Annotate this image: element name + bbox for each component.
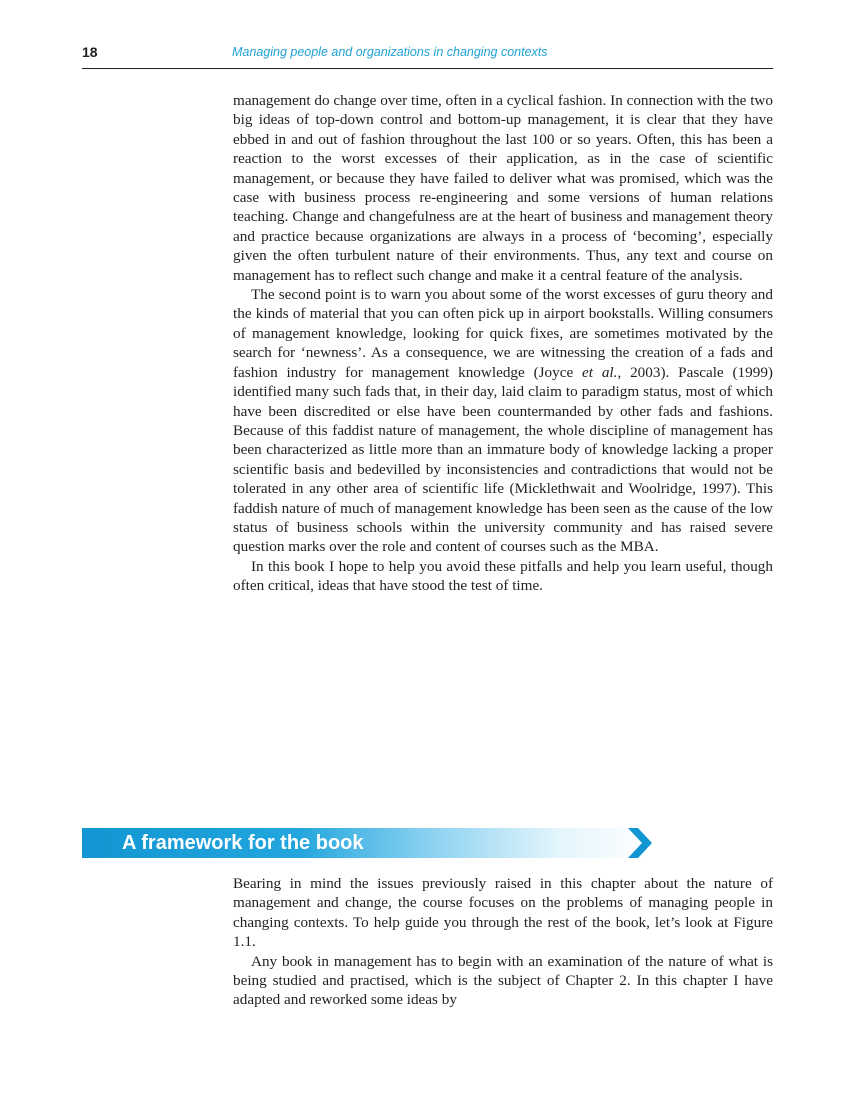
paragraph-guru-theory: The second point is to warn you about some of the worst excesses of guru theory and the kinds of material that you can often pick up in airport bookstalls. Willing consumers of management knowledge, looking for quick fixes, are sometimes motivated by the search for ‘newness’. As a consequence, we are witnessing the creation of a fads and fashion industry for management knowledge (Joyce et al., 2003). Pascale (1999) identified many such fads that, in their day, laid claim to paradigm status, most of which have been discredited or else have been countermanded by other fads and fashions. Because of this faddist nature of management, the whole discipline of management has been characterized as little more than an immature body of knowledge lacking a proper scientific basis and bedevilled by inconsistencies and contradictions that would not be tolerated in any other area of scientific life (Micklethwait and Woolridge, 1997). This faddish nature of much of management knowledge has been seen as the cause of the low status of business schools within the university community and has raised severe question marks over the role and content of courses such as the MBA. <box>233 286 773 556</box>
running-head-title: Managing people and organizations in changing contexts <box>232 45 548 59</box>
paragraph-book-aim: In this book I hope to help you avoid these pitfalls and help you learn useful, though often critical, ideas that have stood the test of time. <box>233 557 773 595</box>
paragraph-fashion-cycles: management do change over time, often in a cyclical fashion. In connection with the two big ideas of top-down control and bottom-up management, it is clear that they have ebbed in and out of fashion throughout the last 100 or so years. Often, this has been a reaction to the worst excesses of their application, as in the case of scientific management, or because they have failed to deliver what was promised, which was the case with business process re-engineering and some versions of human relations teaching. Change and changefulness are at the heart of business and management theory and practice because organizations are always in a process of ‘becoming’, especially given the often turbulent nature of their environments. Thus, any text and course on management has to reflect such change and make it a central feature of the analysis. <box>233 92 773 284</box>
body-text-bottom <box>233 874 773 1010</box>
page-number: 18 <box>82 44 98 60</box>
paragraph-chapter-two: Any book in management has to begin with an examination of the nature of what is being studied and practised, which is the subject of Chapter 2. In this chapter I have adapted and reworked some ideas by <box>233 952 773 1009</box>
chevron-right-icon <box>628 828 652 858</box>
citation-et-al: et al. <box>582 363 618 381</box>
body-text-top <box>233 91 773 596</box>
section-heading-title: A framework for the book <box>122 832 364 854</box>
paragraph-course-focus: Bearing in mind the issues previously raised in this chapter about the nature of management and change, the course focuses on the problems of managing people in changing contexts. To help guide you through the rest of the book, let’s look at Figure 1.1. <box>233 875 773 951</box>
running-header <box>82 40 773 69</box>
